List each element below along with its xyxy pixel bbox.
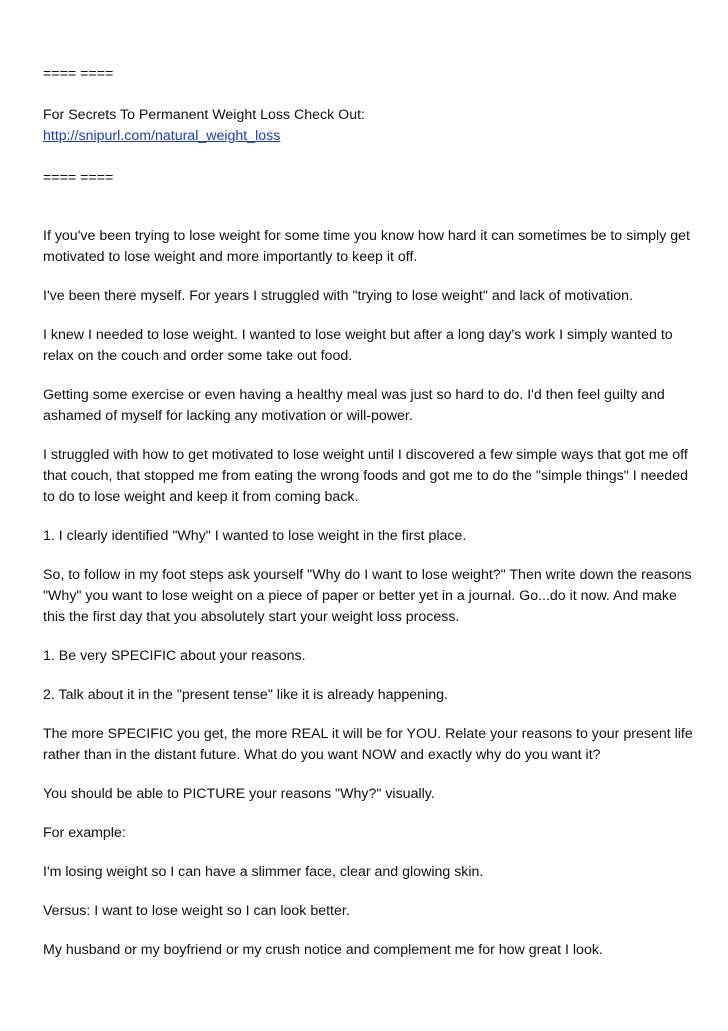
paragraph-11: You should be able to PICTURE your reasons "Why?" visually. (43, 786, 435, 802)
paragraph-2: I've been there myself. For years I struggled with "trying to lose weight" and lack of motivation. (43, 288, 634, 304)
paragraph-10: The more SPECIFIC you get, the more REAL it will be for YOU. Relate your reasons to your present life rather than in the distant future. What do you want NOW and exactly why do you want it? (43, 726, 693, 763)
paragraph-12: For example: (43, 825, 126, 841)
paragraph-5: I struggled with how to get motivated to lose weight until I discovered a few simple ways that got me off that couch, that stopped me from eating the wrong foods and got me to do the "simple things" I needed to do to lose weight and keep it from coming back. (43, 447, 688, 505)
paragraph-9: 2. Talk about it in the "present tense" like it is already happening. (43, 687, 448, 703)
document-page (43, 64, 693, 979)
promo-block (43, 105, 693, 147)
article-body (43, 226, 693, 961)
promo-link[interactable]: http://snipurl.com/natural_weight_loss (43, 128, 281, 144)
paragraph-8: 1. Be very SPECIFIC about your reasons. (43, 648, 306, 664)
promo-text: For Secrets To Permanent Weight Loss Check Out: (43, 107, 365, 123)
paragraph-3: I knew I needed to lose weight. I wanted to lose weight but after a long day's work I simply wanted to relax on the couch and order some take out food. (43, 327, 673, 364)
paragraph-6: 1. I clearly identified "Why" I wanted to lose weight in the first place. (43, 528, 467, 544)
bottom-divider: ==== ==== (43, 170, 114, 186)
paragraph-4: Getting some exercise or even having a healthy meal was just so hard to do. I'd then feel guilty and ashamed of myself for lacking any motivation or will-power. (43, 387, 665, 424)
top-divider: ==== ==== (43, 66, 114, 82)
paragraph-13: I'm losing weight so I can have a slimmer face, clear and glowing skin. (43, 864, 484, 880)
paragraph-15: My husband or my boyfriend or my crush notice and complement me for how great I look. (43, 942, 603, 958)
paragraph-7: So, to follow in my foot steps ask yourself "Why do I want to lose weight?" Then write down the reasons "Why" you want to lose weight on a piece of paper or better yet in a journal. Go...do it now. And make this the first day that you absolutely start your weight loss process. (43, 567, 692, 625)
paragraph-1: If you've been trying to lose weight for some time you know how hard it can sometimes be to simply get motivated to lose weight and more importantly to keep it off. (43, 228, 690, 265)
paragraph-14: Versus: I want to lose weight so I can look better. (43, 903, 350, 919)
